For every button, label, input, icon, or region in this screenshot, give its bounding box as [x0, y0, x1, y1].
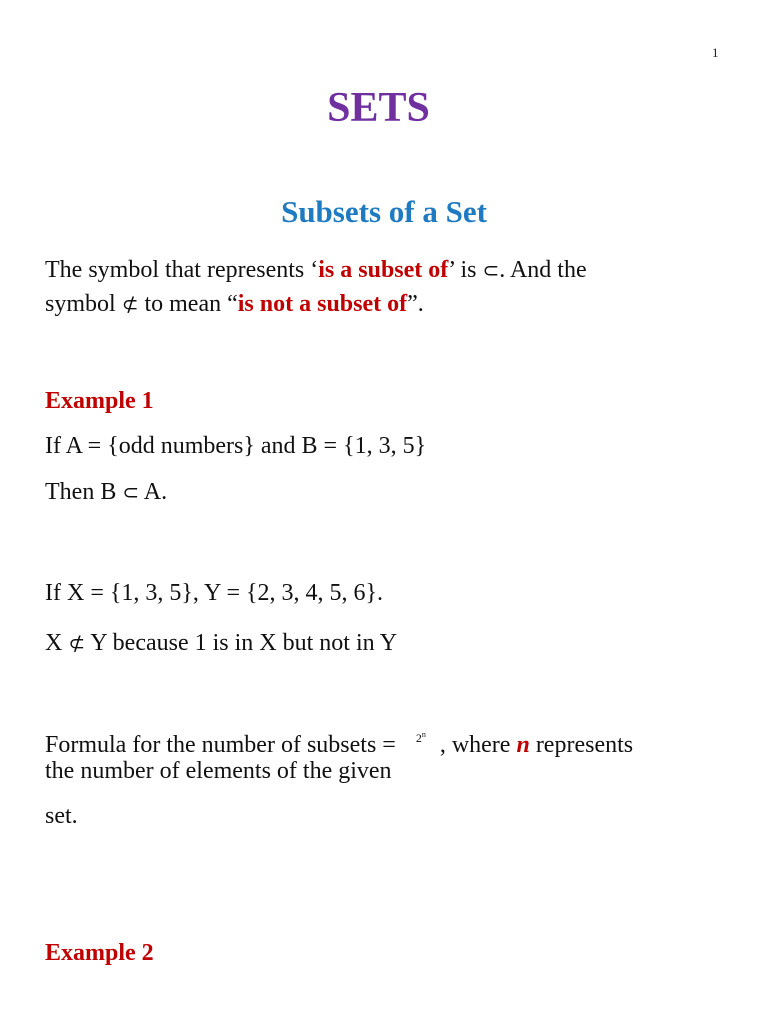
intro-text: ’ is: [448, 257, 483, 283]
section-subtitle: Subsets of a Set: [281, 194, 487, 229]
intro-text: ”.: [407, 291, 424, 317]
subset-symbol: ⊂: [482, 258, 500, 282]
formula-base: 2: [415, 731, 422, 745]
example-1-line-4: [45, 626, 397, 660]
intro-line-2: [45, 287, 424, 321]
formula-expression: [416, 718, 426, 755]
intro-text: The symbol that represents ‘: [45, 257, 319, 283]
example-1-line-1: If A = {odd numbers} and B = {1, 3, 5}: [45, 433, 427, 459]
formula-line-2: the number of elements of the given: [45, 758, 392, 784]
formula-text: represents: [529, 732, 634, 758]
intro-text: to mean “: [138, 291, 238, 317]
not-subset-symbol: ⊄: [68, 631, 86, 655]
formula-line-3: set.: [45, 803, 78, 829]
subset-phrase: is a subset of: [318, 257, 449, 283]
example-1-heading: Example 1: [45, 388, 154, 414]
example-text: A.: [139, 479, 168, 505]
page-title: SETS: [327, 85, 430, 131]
not-subset-symbol: ⊄: [121, 292, 139, 316]
not-subset-phrase: is not a subset of: [237, 291, 408, 317]
example-1-line-3: If X = {1, 3, 5}, Y = {2, 3, 4, 5, 6}.: [45, 580, 384, 606]
example-2-heading: Example 2: [45, 940, 154, 966]
formula-text: Formula for the number of subsets =: [45, 732, 402, 758]
subset-symbol: ⊂: [122, 480, 140, 504]
formula-exponent: n: [421, 730, 426, 739]
variable-n: n: [516, 732, 530, 758]
intro-text: symbol: [45, 291, 122, 317]
example-text: Then B: [45, 479, 123, 505]
example-text: X: [45, 630, 69, 656]
example-text: Y because 1 is in X but not in Y: [85, 630, 398, 656]
intro-line-1: [45, 253, 587, 287]
formula-text: , where: [439, 732, 517, 758]
intro-text: . And the: [499, 257, 587, 283]
page-number: 1: [712, 45, 719, 60]
example-1-line-2: [45, 475, 167, 509]
